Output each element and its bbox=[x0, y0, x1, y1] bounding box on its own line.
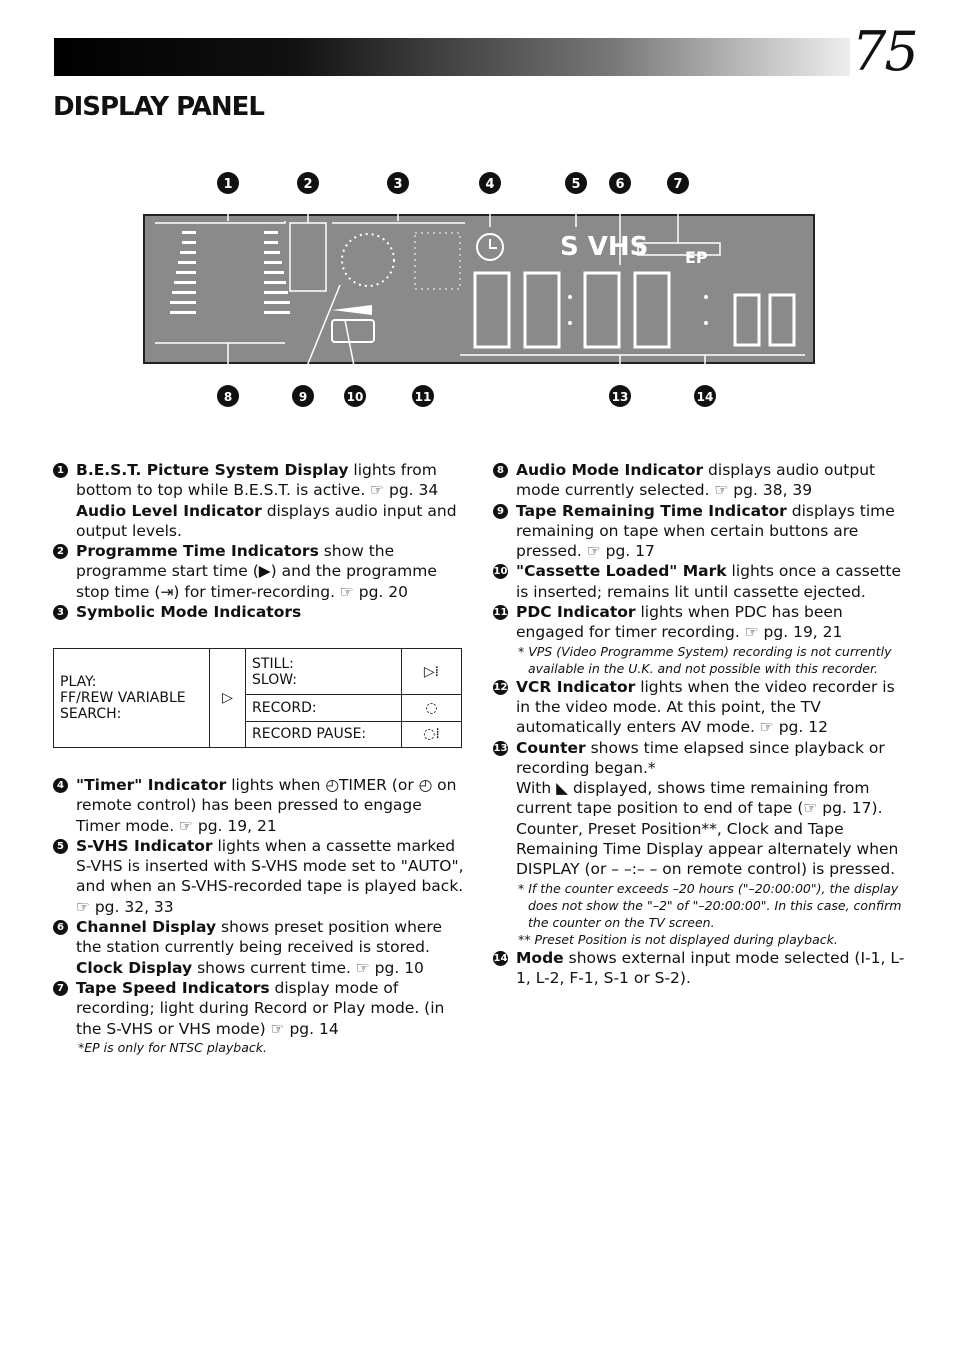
callout-14: 14 bbox=[696, 390, 714, 404]
modes-row-record-pause: RECORD PAUSE: bbox=[246, 721, 402, 747]
item-6: 6 Channel Display shows preset position where the station currently being received is stored. Clock Display shows current time. ☞ pg. 10 bbox=[53, 917, 465, 978]
item-12: 12 VCR Indicator lights when the video recorder is in the video mode. At this point, the TV automatically enters AV mode. ☞ pg. 12 bbox=[493, 677, 895, 737]
item-7-note: *EP is only for NTSC playback. bbox=[78, 1039, 267, 1055]
item-11-note: * VPS (Video Programme System) recording is not currently available in the U.K. and not possible with this recorder. bbox=[518, 643, 892, 676]
left-column-b bbox=[53, 775, 465, 1056]
modes-row-still: STILL: SLOW: bbox=[246, 649, 402, 695]
callout-10: 10 bbox=[346, 390, 364, 404]
item-7: 7 Tape Speed Indicators display mode of recording; light during Record or Play mode. (in the S-VHS or VHS mode) ☞ pg. 14 bbox=[53, 978, 465, 1039]
still-symbol-icon: ▷⁞ bbox=[402, 649, 462, 695]
callouts-top bbox=[217, 172, 689, 194]
item-5: 5 S-VHS Indicator lights when a cassette marked S-VHS is inserted with S-VHS mode set to "AUTO", and when an S-VHS-recorded tape is played back. ☞ pg. 32, 33 bbox=[53, 836, 465, 917]
callout-9: 9 bbox=[298, 390, 308, 404]
header-gradient-bar bbox=[54, 38, 850, 76]
right-column bbox=[493, 460, 913, 988]
callout-7: 7 bbox=[673, 177, 683, 192]
modes-left-label: PLAY: FF/REW VARIABLE SEARCH: bbox=[54, 649, 210, 748]
callout-11: 11 bbox=[414, 390, 432, 404]
item-10: 10 "Cassette Loaded" Mark lights once a cassette is inserted; remains lit until cassette ejected. bbox=[493, 562, 902, 601]
record-pause-symbol-icon: ◌⁞ bbox=[402, 721, 462, 747]
callout-1: 1 bbox=[223, 177, 233, 192]
item-1: 1 B.E.S.T. Picture System Display lights from bottom to top while B.E.S.T. is active. ☞ pg. 34 Audio Level Indicator displays audio input and output levels. bbox=[53, 460, 465, 541]
item-13-note-2: ** Preset Position is not displayed during playback. bbox=[518, 931, 838, 947]
item-9: 9 Tape Remaining Time Indicator displays time remaining on tape when certain buttons are pressed. ☞ pg. 17 bbox=[493, 501, 913, 562]
callout-2: 2 bbox=[303, 177, 313, 192]
callout-8: 8 bbox=[223, 390, 233, 404]
item-14: 14 Mode shows external input mode selected (I-1, L-1, L-2, F-1, S-1 or S-2). bbox=[493, 948, 905, 987]
item-4: 4 "Timer" Indicator lights when ◴TIMER (or ◴ on remote control) has been pressed to engage Timer mode. ☞ pg. 19, 21 bbox=[53, 775, 465, 836]
modes-row-record: RECORD: bbox=[246, 695, 402, 721]
left-column bbox=[53, 460, 465, 622]
item-2: 2 Programme Time Indicators show the programme start time (▶) and the programme stop time (⇥) for timer-recording. ☞ pg. 20 bbox=[53, 541, 465, 602]
svhs-logo: S VHS bbox=[560, 232, 649, 262]
callout-5: 5 bbox=[571, 177, 581, 192]
item-13: 13 Counter shows time elapsed since playback or recording began.* With ◣ displayed, shows time remaining from current tape position to end of tape (☞ pg. 17). Counter, Preset Position**, Clock and Tape Remaining Time Display appear alternately when DISPLAY (or – –:– – on remote control) is pressed. bbox=[493, 738, 899, 879]
callout-13: 13 bbox=[611, 390, 629, 404]
callout-3: 3 bbox=[393, 177, 403, 192]
play-symbol-icon: ▷ bbox=[210, 649, 246, 748]
symbolic-modes-table bbox=[53, 648, 462, 748]
page-title: DISPLAY PANEL bbox=[53, 92, 264, 122]
display-panel-figure bbox=[140, 165, 820, 415]
page-number: 75 bbox=[852, 20, 917, 83]
item-3: 3 Symbolic Mode Indicators bbox=[53, 602, 465, 622]
callout-6: 6 bbox=[615, 177, 625, 192]
callout-4: 4 bbox=[485, 177, 495, 192]
ep-label: EP bbox=[685, 248, 708, 267]
record-symbol-icon: ◌ bbox=[402, 695, 462, 721]
item-13-note: * If the counter exceeds –20 hours ("–20:00:00"), the display does not show the "–2" of "–20:00:00". In this case, confirm the counter on the TV screen. bbox=[518, 880, 902, 930]
item-8: 8 Audio Mode Indicator displays audio output mode currently selected. ☞ pg. 38, 39 bbox=[493, 460, 913, 501]
item-11: 11 PDC Indicator lights when PDC has been engaged for timer recording. ☞ pg. 19, 21 bbox=[493, 603, 843, 642]
